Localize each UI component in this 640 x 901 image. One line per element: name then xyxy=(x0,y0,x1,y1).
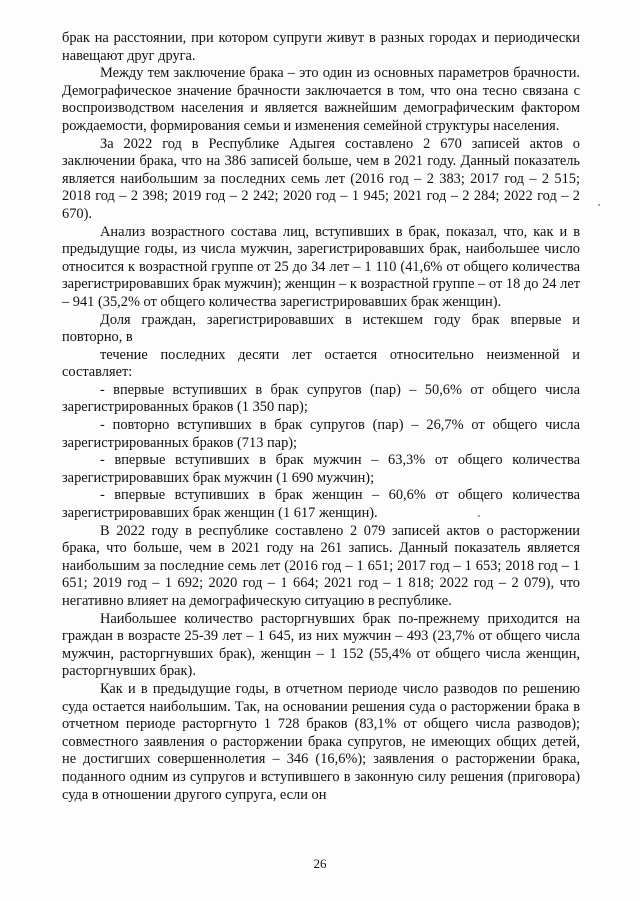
paragraph-marriages-2022: За 2022 год в Республике Адыгея составлено 2 670 записей актов о заключении брака, что на 386 записей больше, чем в 2021 году. Данный показатель является наибольшим за последних семь лет (2016 год – 2 383; 2017 год – 2 515; 2018 год – 2 398; 2019 год – 2 242; 2020 год – 1 945; 2021 год – 2 284; 2022 год – 2 670). xyxy=(62,135,580,222)
paragraph-divorce-age: Наибольшее количество расторгнувших брак по-прежнему приходится на граждан в возрасте 25-39 лет – 1 645, из них мужчин – 493 (23,7% от общего числа мужчин, расторгнувших брак), женщин – 1 152 (55,4% от общего числа женщин, расторгнувших брак). xyxy=(62,610,580,680)
scan-speck xyxy=(478,515,480,517)
paragraph-share-intro-continued: течение последних десяти лет остается относительно неизменной и составляет: xyxy=(62,346,580,381)
paragraph-continuation: брак на расстоянии, при котором супруги живут в разных городах и периодически навещают друг друга. xyxy=(62,30,580,64)
paragraph-divorces-2022: В 2022 году в республике составлено 2 079 записей актов о расторжении брака, что больше, чем в 2021 году на 261 запись. Данный показатель является наибольшим за последние семь лет (2016 год – 1 651; 2017 год – 1 653; 2018 год – 1 651; 2019 год – 1 692; 2020 год – 1 664; 2021 год – 1 818; 2022 год – 2 079), что негативно влияет на демографическую ситуацию в республике. xyxy=(62,522,580,609)
paragraph-marriage-parameters: Между тем заключение брака – это один из основных параметров брачности. Демографическое значение брачности заключается в том, что она тесно связана с воспроизводством населения и является важнейшим демографическим фактором рождаемости, формирования семьи и изменения семейной структуры населения. xyxy=(62,65,580,134)
page-number: 26 xyxy=(313,856,327,871)
list-item-first-women: - впервые вступивших в брак женщин – 60,6% от общего количества зарегистрировавших брак женщин (1 617 женщин). xyxy=(62,487,580,522)
paragraph-age-analysis: Анализ возрастного состава лиц, вступивших в брак, показал, что, как и в предыдущие годы, из числа мужчин, зарегистрировавших брак, наибольшее число относится к возрастной группе от 25 до 34 лет – 1 110 (41,6% от общего количества зарегистрировавших брак мужчин); женщин – к возрастной группе – от 18 до 24 лет – 941 (35,2% от общего количества зарегистрировавших брак женщин). xyxy=(62,223,580,310)
list-item-first-couples: - впервые вступивших в брак супругов (пар) – 50,6% от общего числа зарегистрированных браков (1 350 пар); xyxy=(62,381,580,416)
paragraph-court-divorces: Как и в предыдущие годы, в отчетном периоде число разводов по решению суда остается наибольшим. Так, на основании решения суда о расторжении брака в отчетном периоде расторгнуто 1 728 браков (83,1% от общего числа разводов); совместного заявления о расторжении брака супругов, не имеющих общих детей, не достигших совершеннолетия – 346 (16,6%); заявления о расторжении брака, поданного одним из супругов и вступившего в законную силу решения (приговора) суда в отношении другого супруга, если он xyxy=(62,680,580,803)
scan-speck xyxy=(598,204,600,206)
list-item-first-men: - впервые вступивших в брак мужчин – 63,3% от общего количества зарегистрировавших брак мужчин (1 690 мужчин); xyxy=(62,452,580,486)
document-body xyxy=(62,30,580,804)
list-item-repeat-couples: - повторно вступивших в брак супругов (пар) – 26,7% от общего числа зарегистрированных браков (713 пар); xyxy=(62,417,580,451)
paragraph-share-intro: Доля граждан, зарегистрировавших в истекшем году брак впервые и повторно, в xyxy=(62,311,580,346)
